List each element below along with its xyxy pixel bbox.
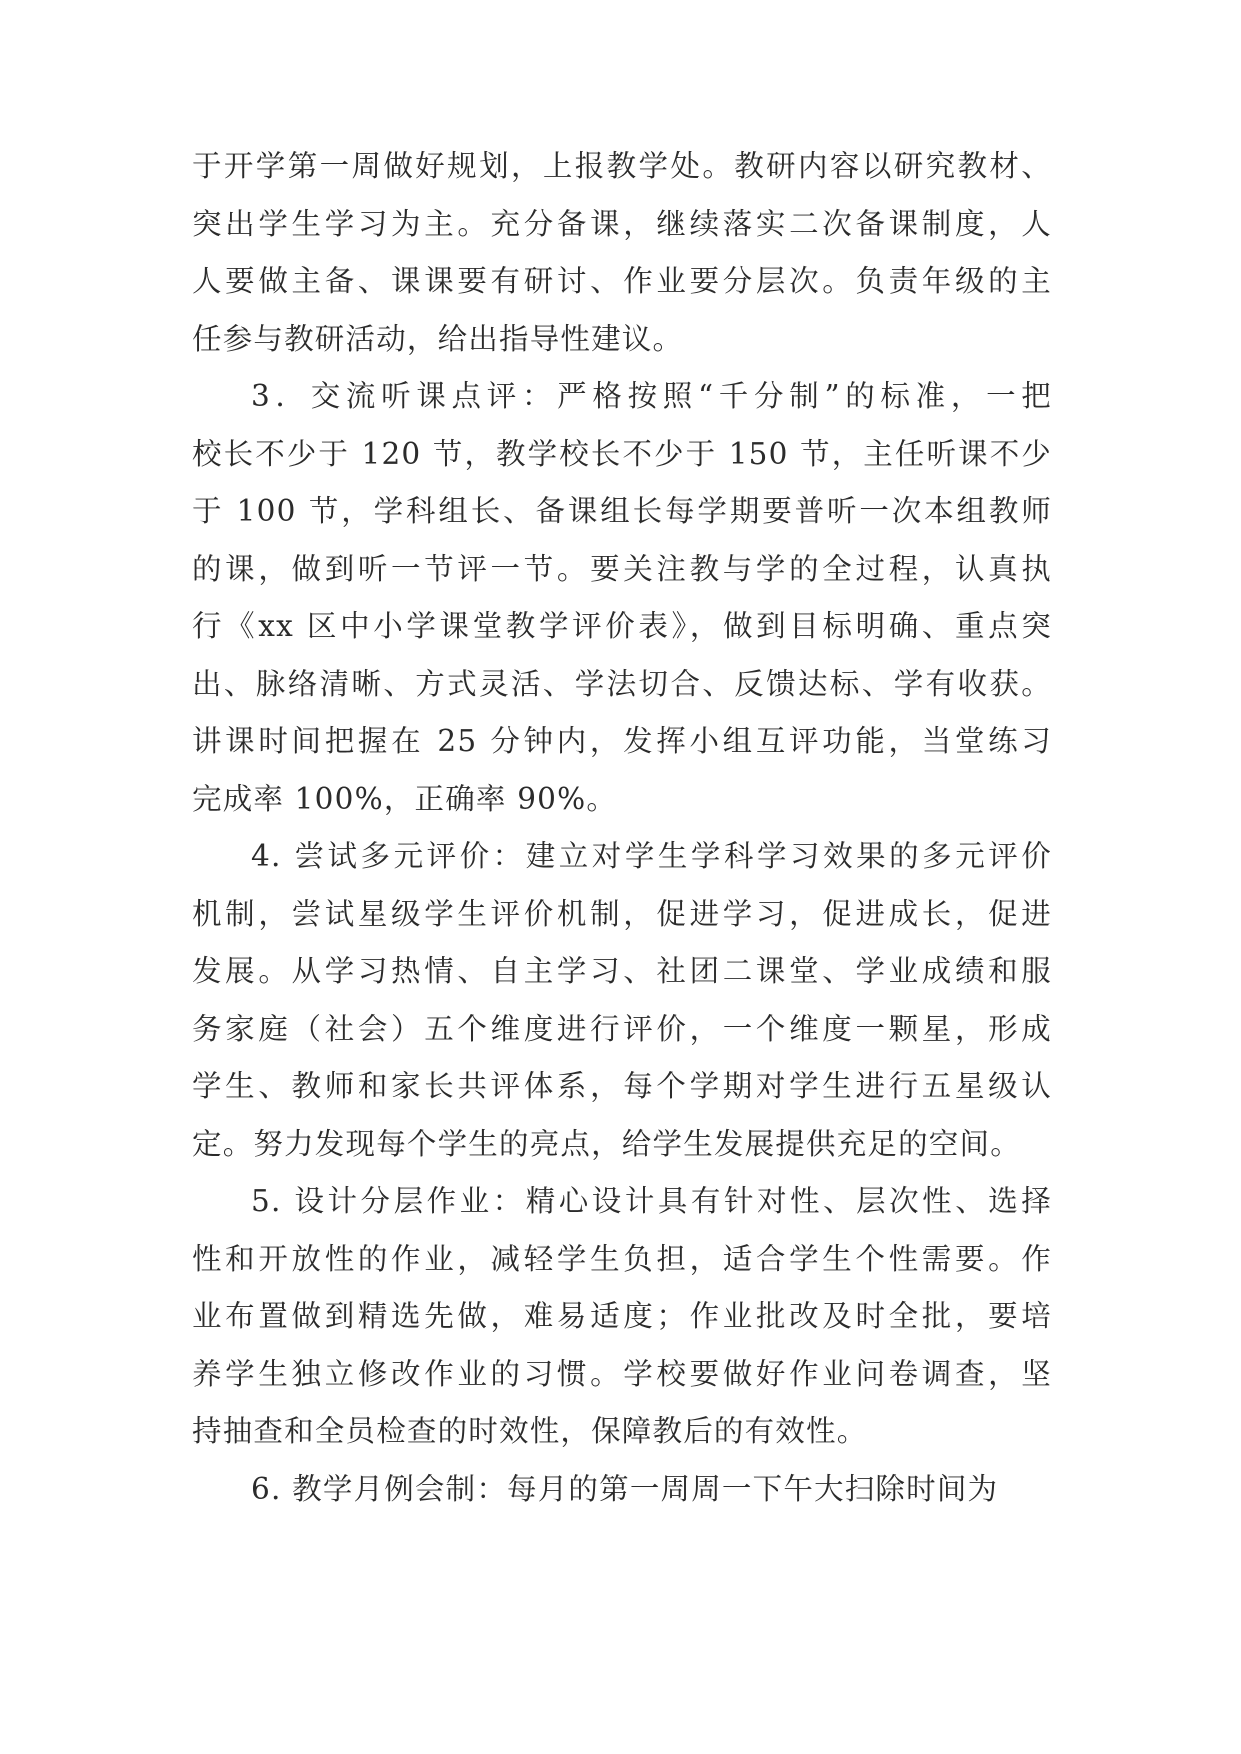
text-line: 定。努力发现每个学生的亮点，给学生发展提供充足的空间。 <box>192 1126 1021 1161</box>
paragraph-6-first-line: 6. 教学月例会制：每月的第一周周一下午大扫除时间为 <box>251 1471 999 1506</box>
text-line: 发展。从学习热情、自主学习、社团二课堂、学业成绩和服 <box>192 954 1052 988</box>
text-line: 于开学第一周做好规划，上报教学处。教研内容以研究教材、 <box>192 149 1052 183</box>
text-line: 务家庭（社会）五个维度进行评价，一个维度一颗星，形成 <box>192 1011 1052 1046</box>
text-line: 于 100 节，学科组长、备课组长每学期要普听一次本组教师 <box>192 494 1052 528</box>
paragraph-5-first-line: 5. 设计分层作业：精心设计具有针对性、层次性、选择 <box>251 1184 1052 1218</box>
text-line: 行《xx 区中小学课堂教学评价表》，做到目标明确、重点突 <box>192 609 1052 643</box>
text-line: 突出学生学习为主。充分备课，继续落实二次备课制度，人 <box>192 206 1052 241</box>
text-line: 业布置做到精选先做，难易适度；作业批改及时全批，要培 <box>192 1299 1052 1333</box>
text-line: 校长不少于 120 节，教学校长不少于 150 节，主任听课不少 <box>192 436 1052 471</box>
text-line: 机制，尝试星级学生评价机制，促进学习，促进成长，促进 <box>192 896 1052 931</box>
text-line: 的课，做到听一节评一节。要关注教与学的全过程，认真执 <box>192 551 1052 586</box>
text-line: 性和开放性的作业，减轻学生负担，适合学生个性需要。作 <box>192 1241 1052 1276</box>
text-line: 完成率 100%，正确率 90%。 <box>192 781 618 816</box>
document-body <box>192 138 1052 1518</box>
text-line: 持抽查和全员检查的时效性，保障教后的有效性。 <box>192 1414 868 1448</box>
text-line: 任参与教研活动，给出指导性建议。 <box>192 321 684 356</box>
text-line: 讲课时间把握在 25 分钟内，发挥小组互评功能，当堂练习 <box>192 724 1052 758</box>
paragraph-3-first-line: 3．交流听课点评：严格按照“千分制”的标准，一把 <box>251 379 1052 413</box>
text-line: 学生、教师和家长共评体系，每个学期对学生进行五星级认 <box>192 1069 1052 1103</box>
text-line: 出、脉络清晰、方式灵活、学法切合、反馈达标、学有收获。 <box>192 666 1052 701</box>
text-line: 人要做主备、课课要有研讨、作业要分层次。负责年级的主 <box>192 264 1052 298</box>
text-line: 养学生独立修改作业的习惯。学校要做好作业问卷调查，坚 <box>192 1356 1052 1391</box>
paragraph-4-first-line: 4. 尝试多元评价：建立对学生学科学习效果的多元评价 <box>251 839 1052 873</box>
